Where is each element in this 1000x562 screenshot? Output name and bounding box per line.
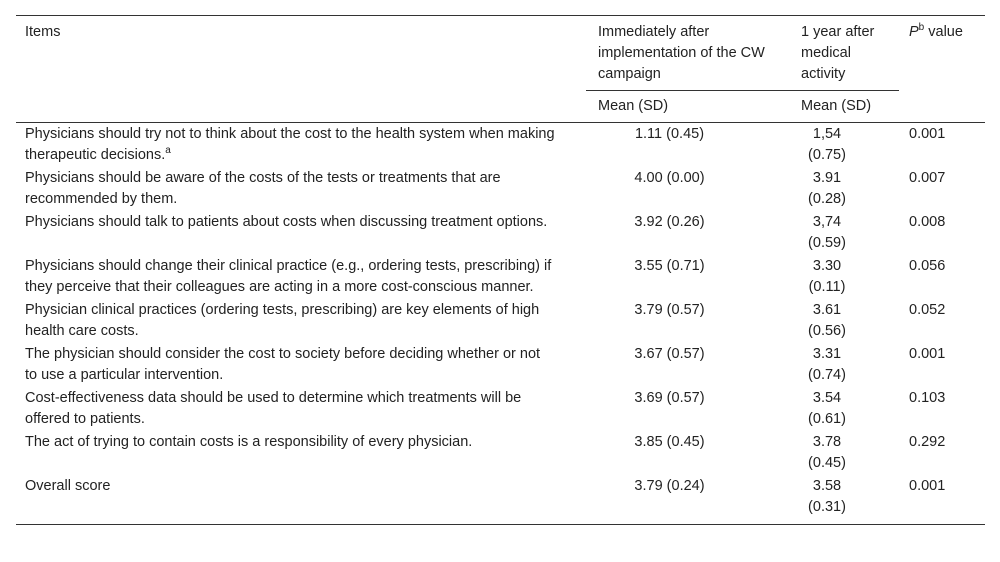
header-p-value	[899, 16, 985, 123]
subheader-mean-sd-1: Mean (SD)	[586, 91, 789, 123]
table-row	[16, 167, 985, 211]
mean-immediately-after: 3.69 (0.57)	[634, 390, 705, 406]
mean-one-year-after: 3.91 (0.28)	[808, 170, 846, 207]
p-value: 0.001	[909, 126, 946, 142]
item-text	[16, 211, 586, 255]
table-row	[16, 431, 985, 475]
item-label: Physicians should be aware of the costs of the tests or treatments that are recommended by them.	[25, 170, 501, 207]
header-p-letter: P	[909, 24, 919, 40]
item-label: Cost-effectiveness data should be used to determine which treatments will be offered to patients.	[25, 390, 522, 427]
item-label: The act of trying to contain costs is a responsibility of every physician.	[25, 434, 473, 450]
mean-one-year-after: 1,54 (0.75)	[808, 126, 846, 163]
item-text	[16, 123, 586, 168]
table-row	[16, 211, 985, 255]
table-row	[16, 123, 985, 168]
item-label: Physicians should change their clinical practice (e.g., ordering tests, prescribing) if they perceive that their colleagues are acting in a more cost-conscious manner.	[25, 258, 552, 295]
item-text	[16, 475, 586, 525]
table-row	[16, 475, 985, 525]
header-p-text: value	[924, 24, 963, 40]
p-value: 0.007	[909, 170, 946, 186]
p-value: 0.056	[909, 258, 946, 274]
item-text	[16, 431, 586, 475]
item-label: Physicians should talk to patients about costs when discussing treatment options.	[25, 214, 548, 230]
results-table-container	[16, 15, 985, 525]
item-label: The physician should consider the cost to society before deciding whether or not to use a particular intervention.	[25, 346, 541, 383]
mean-immediately-after: 4.00 (0.00)	[634, 170, 705, 186]
p-value: 0.001	[909, 346, 946, 362]
p-value: 0.103	[909, 390, 946, 406]
mean-one-year-after: 3.58 (0.31)	[789, 475, 899, 525]
mean-one-year-after: 3.61 (0.56)	[808, 302, 846, 339]
mean-immediately-after: 3.79 (0.57)	[634, 302, 705, 318]
mean-immediately-after: 1.11 (0.45)	[634, 126, 705, 142]
mean-immediately-after: 3.67 (0.57)	[634, 346, 705, 362]
mean-one-year-after: 3,74 (0.59)	[808, 214, 846, 251]
table-row	[16, 255, 985, 299]
p-value: 0.052	[909, 302, 946, 318]
p-value: 0.001	[899, 475, 985, 525]
item-label: Overall score	[25, 478, 111, 494]
item-text	[16, 343, 586, 387]
item-text	[16, 167, 586, 211]
header-items: Items	[16, 16, 586, 123]
p-value: 0.008	[909, 214, 946, 230]
item-text	[16, 299, 586, 343]
mean-one-year-after: 3.78 (0.45)	[808, 434, 846, 471]
table-row	[16, 387, 985, 431]
header-one-year-after: 1 year after medical activity	[801, 24, 875, 82]
mean-immediately-after: 3.55 (0.71)	[634, 258, 705, 274]
item-text	[16, 255, 586, 299]
footnote-marker: a	[165, 145, 171, 157]
item-label: Physician clinical practices (ordering tests, prescribing) are key elements of high health care costs.	[25, 302, 540, 339]
item-text	[16, 387, 586, 431]
p-value: 0.292	[909, 434, 946, 450]
table-body	[16, 123, 985, 525]
mean-one-year-after: 3.54 (0.61)	[808, 390, 846, 427]
header-p-superscript: b	[918, 22, 925, 34]
mean-one-year-after: 3.30 (0.11)	[808, 258, 846, 295]
subheader-mean-sd-2: Mean (SD)	[789, 91, 899, 123]
table-row	[16, 299, 985, 343]
item-label: Physicians should try not to think about the cost to the health system when making therapeutic decisions.	[25, 126, 555, 163]
mean-immediately-after: 3.92 (0.26)	[634, 214, 705, 230]
mean-immediately-after: 3.85 (0.45)	[634, 434, 705, 450]
header-immediately-after: Immediately after implementation of the CW campaign	[598, 24, 765, 82]
table-row	[16, 343, 985, 387]
results-table	[16, 15, 985, 525]
header-row	[16, 16, 985, 91]
mean-immediately-after: 3.79 (0.24)	[586, 475, 789, 525]
mean-one-year-after: 3.31 (0.74)	[808, 346, 846, 383]
